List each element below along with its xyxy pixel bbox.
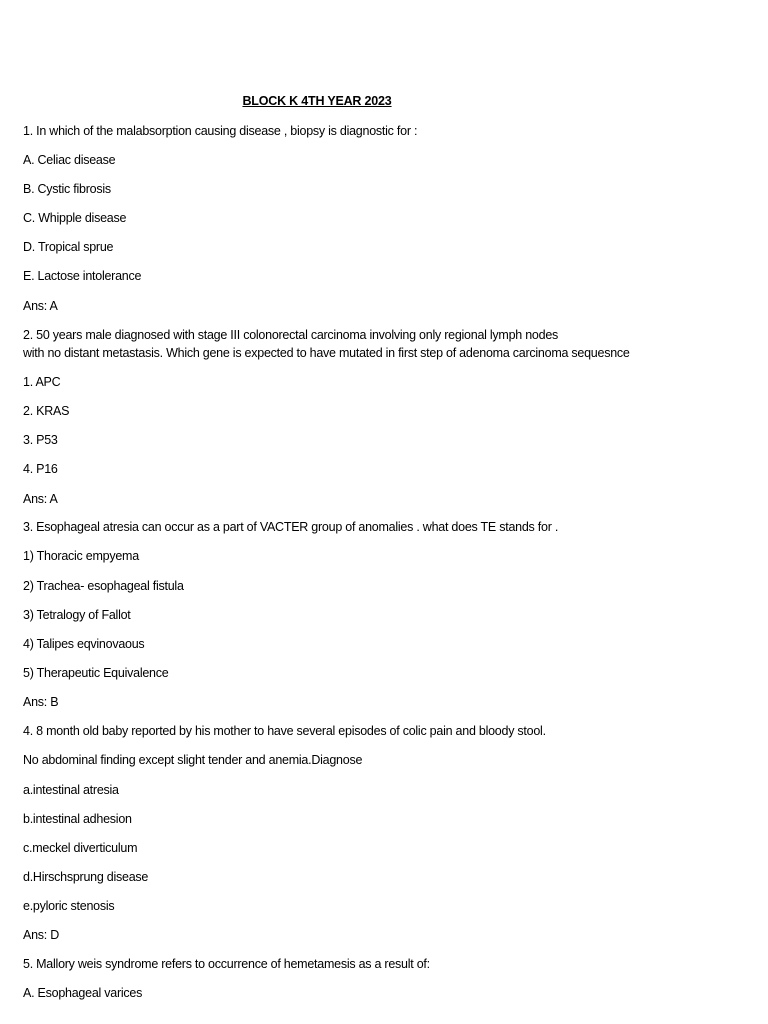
question-2-option-2: 2. KRAS [23,404,70,418]
question-4-text-line-2: No abdominal finding except slight tender and anemia.Diagnose [23,753,363,767]
question-2-answer: Ans: A [23,492,58,506]
question-4-option-a: a.intestinal atresia [23,783,119,797]
question-2-option-1: 1. APC [23,375,61,389]
question-1-option-d: D. Tropical sprue [23,240,114,254]
question-1-option-c: C. Whipple disease [23,211,127,225]
question-2-option-3: 3. P53 [23,433,58,447]
question-2-text-line-2: with no distant metastasis. Which gene is expected to have mutated in first step of adenoma carcinoma sequesnce [23,346,630,360]
question-3-option-2: 2) Trachea- esophageal fistula [23,579,184,593]
question-4-option-c: c.meckel diverticulum [23,841,138,855]
question-4-option-d: d.Hirschsprung disease [23,870,149,884]
question-1-text: 1. In which of the malabsorption causing disease , biopsy is diagnostic for : [23,124,418,138]
question-5-option-a: A. Esophageal varices [23,986,143,1000]
document-title: BLOCK K 4TH YEAR 2023 [242,94,392,108]
question-2-text-line-1: 2. 50 years male diagnosed with stage III colonorectal carcinoma involving only regional lymph nodes [23,328,559,342]
question-1-answer: Ans: A [23,299,58,313]
question-4-text-line-1: 4. 8 month old baby reported by his mother to have several episodes of colic pain and bloody stool. [23,724,546,738]
question-3-answer: Ans: B [23,695,59,709]
question-3-option-1: 1) Thoracic empyema [23,549,139,563]
question-1-option-a: A. Celiac disease [23,153,116,167]
question-5-text: 5. Mallory weis syndrome refers to occurrence of hemetamesis as a result of: [23,957,430,971]
question-3-option-4: 4) Talipes eqvinovaous [23,637,145,651]
question-4-option-b: b.intestinal adhesion [23,812,132,826]
question-3-text: 3. Esophageal atresia can occur as a part of VACTER group of anomalies . what does TE stands for . [23,520,559,534]
question-2-option-4: 4. P16 [23,462,58,476]
question-1-option-e: E. Lactose intolerance [23,269,142,283]
question-3-option-3: 3) Tetralogy of Fallot [23,608,131,622]
question-4-answer: Ans: D [23,928,60,942]
question-1-option-b: B. Cystic fibrosis [23,182,111,196]
question-4-option-e: e.pyloric stenosis [23,899,115,913]
question-3-option-5: 5) Therapeutic Equivalence [23,666,169,680]
